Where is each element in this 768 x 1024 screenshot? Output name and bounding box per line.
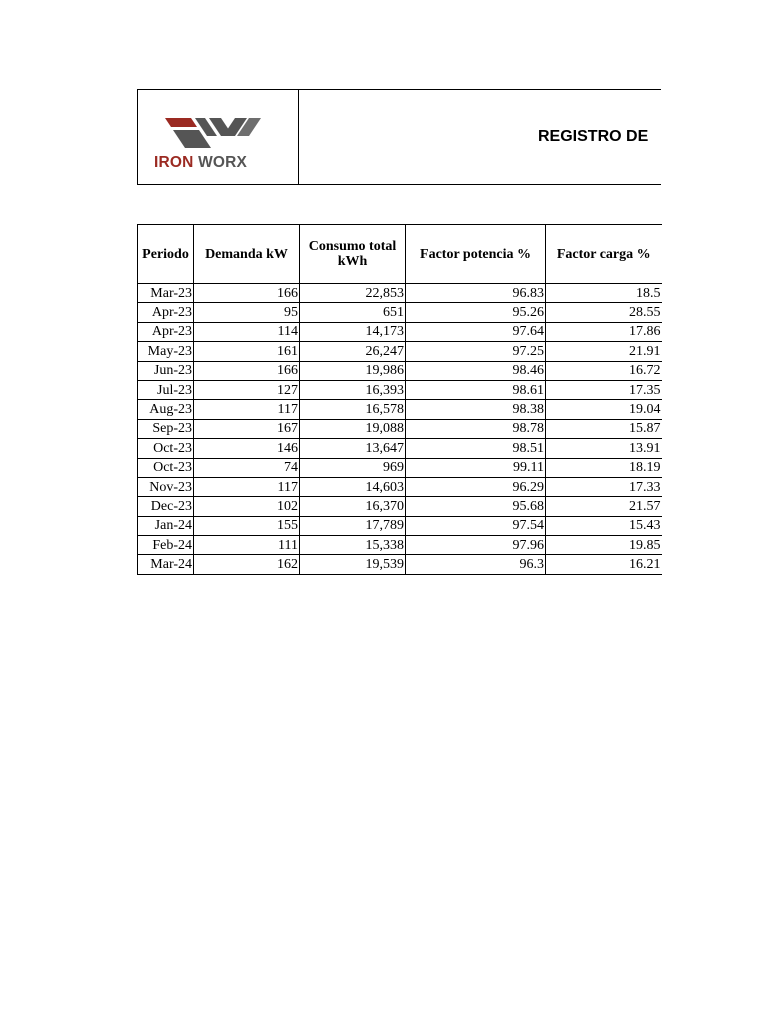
cell-periodo: Oct-23	[138, 439, 194, 458]
cell-periodo: Dec-23	[138, 497, 194, 516]
cell-demanda-kw: 161	[194, 342, 300, 361]
energy-register-table	[137, 224, 662, 575]
cell-demanda-kw: 114	[194, 322, 300, 341]
table-row	[138, 555, 662, 574]
cell-factor-carga: 19.04	[546, 400, 662, 419]
cell-factor-potencia: 98.46	[406, 361, 546, 380]
cell-factor-carga: 16.21	[546, 555, 662, 574]
cell-demanda-kw: 166	[194, 361, 300, 380]
cell-demanda-kw: 74	[194, 458, 300, 477]
table-row	[138, 516, 662, 535]
cell-factor-carga: 28.55	[546, 303, 662, 322]
table-row	[138, 439, 662, 458]
table-row	[138, 400, 662, 419]
column-header-consumo: Consumo total kWh	[300, 225, 406, 284]
cell-periodo: Nov-23	[138, 477, 194, 496]
cell-demanda-kw: 117	[194, 400, 300, 419]
table-row	[138, 477, 662, 496]
cell-periodo: Apr-23	[138, 322, 194, 341]
cell-demanda-kw: 167	[194, 419, 300, 438]
cell-periodo: Jan-24	[138, 516, 194, 535]
cell-factor-carga: 21.57	[546, 497, 662, 516]
cell-periodo: Jun-23	[138, 361, 194, 380]
cell-factor-potencia: 98.51	[406, 439, 546, 458]
table-row	[138, 361, 662, 380]
cell-factor-potencia: 96.29	[406, 477, 546, 496]
table-row	[138, 322, 662, 341]
cell-factor-potencia: 96.83	[406, 284, 546, 303]
cell-factor-potencia: 97.25	[406, 342, 546, 361]
cell-factor-carga: 21.91	[546, 342, 662, 361]
cell-consumo-kwh: 13,647	[300, 439, 406, 458]
cell-factor-potencia: 97.54	[406, 516, 546, 535]
cell-periodo: Jul-23	[138, 380, 194, 399]
cell-factor-carga: 17.35	[546, 380, 662, 399]
logo-cell	[138, 90, 299, 184]
cell-demanda-kw: 166	[194, 284, 300, 303]
cell-consumo-kwh: 19,539	[300, 555, 406, 574]
cell-periodo: Oct-23	[138, 458, 194, 477]
cell-consumo-kwh: 969	[300, 458, 406, 477]
cell-factor-potencia: 95.68	[406, 497, 546, 516]
table-row	[138, 497, 662, 516]
cell-consumo-kwh: 22,853	[300, 284, 406, 303]
cell-periodo: Sep-23	[138, 419, 194, 438]
cell-periodo: Aug-23	[138, 400, 194, 419]
cell-factor-carga: 13.91	[546, 439, 662, 458]
cell-demanda-kw: 162	[194, 555, 300, 574]
cell-factor-potencia: 97.96	[406, 536, 546, 555]
cell-factor-carga: 18.5	[546, 284, 662, 303]
column-header-demanda: Demanda kW	[194, 225, 300, 284]
cell-factor-carga: 15.43	[546, 516, 662, 535]
cell-consumo-kwh: 19,088	[300, 419, 406, 438]
cell-consumo-kwh: 19,986	[300, 361, 406, 380]
cell-factor-carga: 18.19	[546, 458, 662, 477]
cell-periodo: Mar-23	[138, 284, 194, 303]
table-row	[138, 380, 662, 399]
table-row	[138, 284, 662, 303]
iron-worx-logo-mark	[165, 118, 261, 148]
column-header-periodo: Periodo	[138, 225, 194, 284]
cell-periodo: Mar-24	[138, 555, 194, 574]
cell-factor-potencia: 98.38	[406, 400, 546, 419]
table-header-row	[138, 225, 662, 284]
cell-factor-potencia: 97.64	[406, 322, 546, 341]
cell-consumo-kwh: 651	[300, 303, 406, 322]
table-row	[138, 536, 662, 555]
cell-periodo: May-23	[138, 342, 194, 361]
cell-factor-potencia: 98.61	[406, 380, 546, 399]
cell-factor-potencia: 96.3	[406, 555, 546, 574]
document-header	[137, 89, 661, 185]
table-row	[138, 419, 662, 438]
cell-factor-potencia: 99.11	[406, 458, 546, 477]
column-header-factor-potencia: Factor potencia %	[406, 225, 546, 284]
cell-factor-carga: 17.86	[546, 322, 662, 341]
table-row	[138, 342, 662, 361]
cell-consumo-kwh: 15,338	[300, 536, 406, 555]
logo-wordmark	[154, 154, 247, 172]
logo-text-worx: WORX	[198, 154, 248, 171]
cell-factor-potencia: 95.26	[406, 303, 546, 322]
cell-demanda-kw: 117	[194, 477, 300, 496]
cell-factor-carga: 17.33	[546, 477, 662, 496]
cell-periodo: Feb-24	[138, 536, 194, 555]
cell-demanda-kw: 146	[194, 439, 300, 458]
cell-demanda-kw: 111	[194, 536, 300, 555]
cell-consumo-kwh: 14,173	[300, 322, 406, 341]
page-title: REGISTRO DE	[538, 128, 649, 145]
column-header-factor-carga: Factor carga %	[546, 225, 662, 284]
cell-consumo-kwh: 26,247	[300, 342, 406, 361]
cell-factor-carga: 16.72	[546, 361, 662, 380]
cell-factor-carga: 19.85	[546, 536, 662, 555]
cell-demanda-kw: 95	[194, 303, 300, 322]
cell-factor-potencia: 98.78	[406, 419, 546, 438]
cell-periodo: Apr-23	[138, 303, 194, 322]
cell-demanda-kw: 155	[194, 516, 300, 535]
table-row	[138, 303, 662, 322]
cell-consumo-kwh: 17,789	[300, 516, 406, 535]
cell-factor-carga: 15.87	[546, 419, 662, 438]
cell-consumo-kwh: 16,370	[300, 497, 406, 516]
cell-demanda-kw: 127	[194, 380, 300, 399]
cell-demanda-kw: 102	[194, 497, 300, 516]
table-row	[138, 458, 662, 477]
cell-consumo-kwh: 16,578	[300, 400, 406, 419]
cell-consumo-kwh: 14,603	[300, 477, 406, 496]
logo-text-iron: IRON	[154, 154, 194, 171]
cell-consumo-kwh: 16,393	[300, 380, 406, 399]
